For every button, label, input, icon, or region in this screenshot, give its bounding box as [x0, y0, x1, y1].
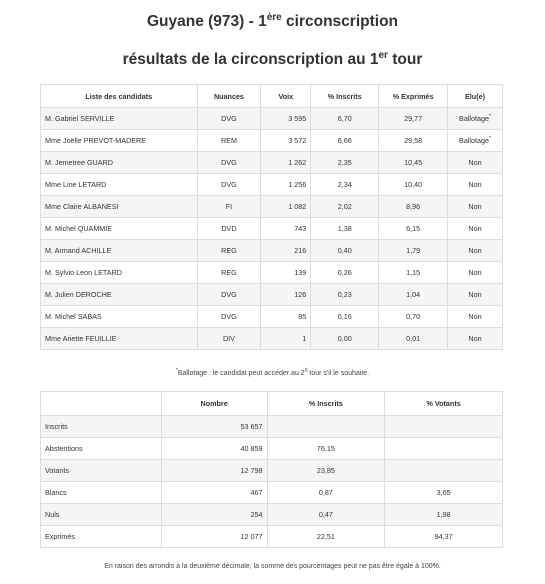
cell-elu [448, 108, 503, 130]
cell-candidat: M. Julien DEROCHE [41, 284, 198, 306]
table-row [41, 438, 503, 460]
cell-elu [448, 262, 503, 284]
title-text-rest: circonscription [281, 13, 399, 30]
cell-pct-votants: 94,37 [385, 526, 503, 548]
page-subtitle [0, 51, 545, 69]
cell-pct-inscrits [267, 416, 385, 438]
table-row [41, 526, 503, 548]
cell-pct-inscrits: 0,47 [267, 504, 385, 526]
cell-pct-inscrits: 0,26 [311, 262, 379, 284]
table-row [41, 328, 503, 350]
elu-star: * [489, 113, 491, 120]
cell-pct-exprimes: 0,70 [379, 306, 448, 328]
table-row [41, 262, 503, 284]
cell-elu [448, 284, 503, 306]
column-header-empty [41, 392, 162, 416]
cell-nombre: 254 [161, 504, 267, 526]
elu-status: Non [468, 224, 482, 233]
cell-pct-votants [385, 460, 503, 482]
ballotage-note-text-end: tour s'il le souhaite. [307, 370, 370, 377]
cell-candidat: M. Michel QUAMMIE [41, 218, 198, 240]
elu-status: Non [468, 290, 482, 299]
column-header-pct-votants: % Votants [385, 392, 503, 416]
column-header-exprimes: % Exprimés [379, 85, 448, 108]
elu-status: Non [468, 202, 482, 211]
cell-pct-exprimes: 10,40 [379, 174, 448, 196]
cell-pct-inscrits: 0,16 [311, 306, 379, 328]
elu-status: Non [468, 246, 482, 255]
cell-nombre: 40 859 [161, 438, 267, 460]
cell-nombre: 53 657 [161, 416, 267, 438]
cell-candidat: Mme Line LETARD [41, 174, 198, 196]
cell-candidat: M. Sylvio Leon LETARD [41, 262, 198, 284]
cell-pct-exprimes: 0,01 [379, 328, 448, 350]
cell-pct-inscrits: 6,70 [311, 108, 379, 130]
cell-pct-inscrits: 2,34 [311, 174, 379, 196]
table-row [41, 130, 503, 152]
cell-nombre: 12 077 [161, 526, 267, 548]
cell-voix: 85 [261, 306, 311, 328]
cell-nuance: DVD [197, 218, 261, 240]
stats-header-row [41, 392, 503, 416]
cell-label: Nuls [41, 504, 162, 526]
cell-nuance: REG [197, 240, 261, 262]
cell-candidat: Mme Ariette FEUILLIE [41, 328, 198, 350]
table-row [41, 174, 503, 196]
title-superscript: ère [266, 11, 282, 23]
cell-pct-votants: 3,65 [385, 482, 503, 504]
cell-elu [448, 218, 503, 240]
table-row [41, 152, 503, 174]
table-row [41, 284, 503, 306]
table-row [41, 306, 503, 328]
cell-label: Exprimés [41, 526, 162, 548]
cell-pct-exprimes: 1,15 [379, 262, 448, 284]
cell-pct-inscrits: 0,23 [311, 284, 379, 306]
cell-voix: 1 262 [261, 152, 311, 174]
cell-nuance: DVG [197, 284, 261, 306]
elu-status: Non [468, 268, 482, 277]
cell-pct-exprimes: 1,04 [379, 284, 448, 306]
cell-pct-votants: 1,98 [385, 504, 503, 526]
cell-nuance: REM [197, 130, 261, 152]
elu-star: * [489, 135, 491, 142]
ballotage-note-star: * [175, 367, 178, 374]
page-title [0, 13, 545, 31]
cell-pct-inscrits: 2,35 [311, 152, 379, 174]
elu-status: Non [468, 158, 482, 167]
cell-nuance: DIV [197, 328, 261, 350]
cell-elu [448, 306, 503, 328]
table-row [41, 416, 503, 438]
participation-stats-table [40, 391, 503, 548]
cell-candidat: Mme Claire ALBANESI [41, 196, 198, 218]
cell-candidat: Mme Joëlle PREVOT-MADERE [41, 130, 198, 152]
column-header-candidats: Liste des candidats [41, 85, 198, 108]
table-row [41, 504, 503, 526]
cell-candidat: M. Armand ACHILLE [41, 240, 198, 262]
title-text: Guyane (973) - 1 [146, 13, 267, 30]
cell-voix: 126 [261, 284, 311, 306]
column-header-nombre: Nombre [161, 392, 267, 416]
cell-voix: 743 [261, 218, 311, 240]
ballotage-note-text: Ballotage : le candidat peut accéder au 2 [177, 370, 305, 377]
cell-nuance: DVG [197, 174, 261, 196]
cell-pct-inscrits: 0,00 [311, 328, 379, 350]
cell-candidat: M. Jemetree GUARD [41, 152, 198, 174]
cell-pct-inscrits: 1,38 [311, 218, 379, 240]
elu-status: Ballotage [459, 136, 490, 145]
cell-elu [448, 240, 503, 262]
table-row [41, 218, 503, 240]
column-header-nuances: Nuances [197, 85, 261, 108]
ballotage-note [0, 367, 545, 377]
cell-pct-inscrits: 6,66 [311, 130, 379, 152]
cell-nuance: REG [197, 262, 261, 284]
cell-voix: 3 595 [261, 108, 311, 130]
elu-status: Ballotage [459, 114, 490, 123]
cell-pct-inscrits: 76,15 [267, 438, 385, 460]
table-row [41, 240, 503, 262]
table-row [41, 108, 503, 130]
cell-nombre: 467 [161, 482, 267, 504]
subtitle-text: résultats de la circonscription au 1 [122, 51, 379, 68]
table-row [41, 460, 503, 482]
cell-pct-votants [385, 438, 503, 460]
cell-voix: 139 [261, 262, 311, 284]
cell-elu [448, 152, 503, 174]
cell-pct-inscrits: 23,85 [267, 460, 385, 482]
cell-pct-exprimes: 29,58 [379, 130, 448, 152]
cell-candidat: M. Michel SABAS [41, 306, 198, 328]
cell-pct-exprimes: 8,96 [379, 196, 448, 218]
cell-voix: 3 572 [261, 130, 311, 152]
cell-label: Inscrits [41, 416, 162, 438]
cell-pct-inscrits: 0,40 [311, 240, 379, 262]
table-row [41, 482, 503, 504]
cell-voix: 1 082 [261, 196, 311, 218]
cell-voix: 1 256 [261, 174, 311, 196]
elu-status: Non [468, 180, 482, 189]
column-header-pct-inscrits: % Inscrits [267, 392, 385, 416]
cell-pct-exprimes: 10,45 [379, 152, 448, 174]
elu-status: Non [468, 312, 482, 321]
cell-voix: 216 [261, 240, 311, 262]
cell-elu [448, 174, 503, 196]
candidates-results-table [40, 84, 503, 350]
cell-voix: 1 [261, 328, 311, 350]
cell-elu [448, 130, 503, 152]
cell-pct-inscrits: 22,51 [267, 526, 385, 548]
cell-nombre: 12 798 [161, 460, 267, 482]
cell-candidat: M. Gabriel SERVILLE [41, 108, 198, 130]
ballotage-note-superscript: d [304, 367, 308, 374]
table-row [41, 196, 503, 218]
subtitle-text-rest: tour [387, 51, 423, 68]
cell-nuance: DVG [197, 152, 261, 174]
cell-label: Blancs [41, 482, 162, 504]
cell-pct-votants [385, 416, 503, 438]
elu-status: Non [468, 334, 482, 343]
cell-pct-exprimes: 29,77 [379, 108, 448, 130]
cell-elu [448, 328, 503, 350]
results-header-row [41, 85, 503, 108]
rounding-footnote: En raison des arrondis à la deuxième décimale, la somme des pourcentages peut ne pas être égale à 100%. [104, 563, 441, 570]
cell-elu [448, 196, 503, 218]
cell-nuance: DVG [197, 306, 261, 328]
cell-label: Votants [41, 460, 162, 482]
column-header-voix: Voix [261, 85, 311, 108]
cell-pct-inscrits: 0,87 [267, 482, 385, 504]
column-header-inscrits: % Inscrits [311, 85, 379, 108]
cell-label: Abstentions [41, 438, 162, 460]
column-header-elu: Elu(e) [448, 85, 503, 108]
subtitle-superscript: er [378, 49, 388, 61]
cell-nuance: FI [197, 196, 261, 218]
cell-pct-exprimes: 6,15 [379, 218, 448, 240]
cell-pct-exprimes: 1,79 [379, 240, 448, 262]
cell-nuance: DVG [197, 108, 261, 130]
cell-pct-inscrits: 2,02 [311, 196, 379, 218]
